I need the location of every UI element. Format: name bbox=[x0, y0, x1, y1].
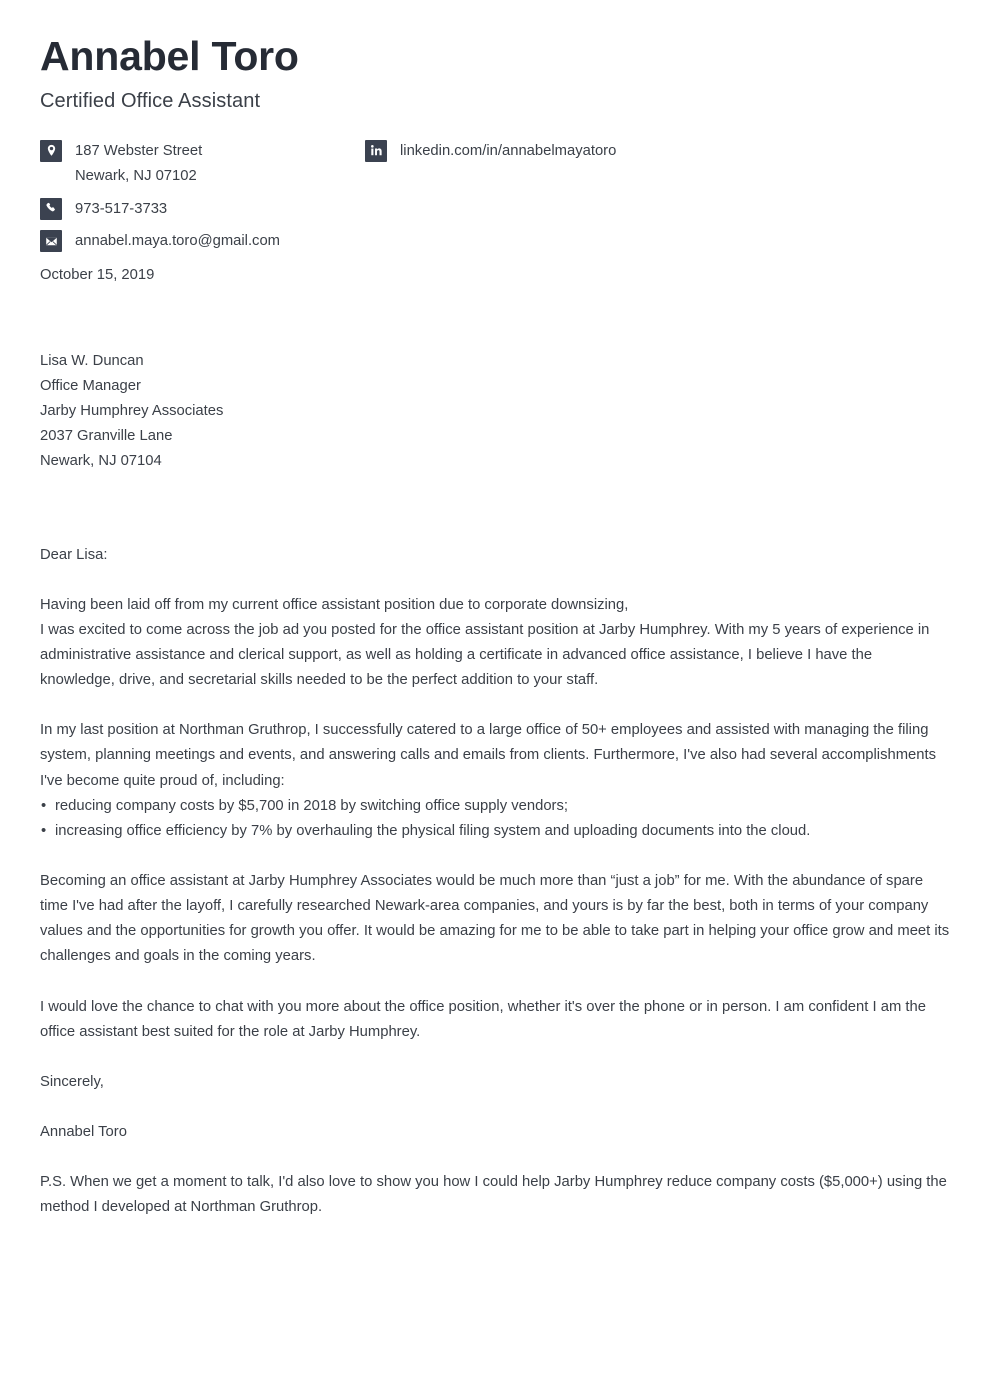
letter-date: October 15, 2019 bbox=[40, 266, 155, 283]
list-item: • reducing company costs by $5,700 in 2018 by switching office supply vendors; bbox=[40, 794, 950, 819]
recipient-company: Jarby Humphrey Associates bbox=[40, 403, 224, 420]
contact-linkedin-text: linkedin.com/in/annabelmayatoro bbox=[400, 142, 617, 159]
contact-information bbox=[40, 139, 950, 249]
letter-body bbox=[40, 543, 950, 1221]
recipient-city-state-zip: Newark, NJ 07104 bbox=[40, 453, 162, 470]
contact-phone-text: 973-517-3733 bbox=[75, 200, 168, 217]
salutation: Dear Lisa: bbox=[40, 546, 108, 563]
recipient-street: 2037 Granville Lane bbox=[40, 428, 173, 445]
contact-phone-row bbox=[40, 197, 360, 222]
accomplishments-list bbox=[40, 794, 950, 844]
contact-address-row bbox=[40, 139, 360, 190]
contact-address-text bbox=[62, 139, 202, 190]
recipient-title: Office Manager bbox=[40, 378, 141, 395]
paragraph-2: In my last position at Northman Gruthrop, I successfully catered to a large office of 50+ employees and assisted with managing the filing system, planning meetings and events, and answering calls and emails from clients. Furthermore, I've also had several accomplishments I've become quite proud of, including: bbox=[40, 722, 936, 789]
address-line-1: 187 Webster Street bbox=[75, 142, 203, 159]
applicant-job-title: Certified Office Assistant bbox=[40, 89, 261, 112]
contact-column-right bbox=[365, 139, 785, 171]
phone-icon bbox=[40, 198, 62, 220]
letter-header bbox=[40, 0, 950, 113]
signature-name: Annabel Toro bbox=[40, 1124, 127, 1140]
location-pin-icon bbox=[40, 140, 62, 162]
paragraph-1-body: I was excited to come across the job ad you posted for the office assistant position at Jarby Humphrey. With my 5 years of experience in administrative assistance and clerical support, as well as holding a certificate in advanced office assistance, I believe I have the knowledge, drive, and secretarial skills needed to be the perfect addition to your staff. bbox=[40, 621, 930, 689]
recipient-name: Lisa W. Duncan bbox=[40, 352, 144, 369]
closing-salutation: Sincerely, bbox=[40, 1073, 104, 1090]
applicant-name: Annabel Toro bbox=[40, 33, 299, 79]
linkedin-icon bbox=[365, 140, 387, 162]
contact-column-left bbox=[40, 139, 360, 262]
contact-email-row bbox=[40, 229, 360, 254]
postscript: P.S. When we get a moment to talk, I'd also love to show you how I could help Jarby Humphrey reduce company costs ($5,000+) using the method I developed at Northman Gruthrop. bbox=[40, 1174, 947, 1216]
contact-email-text: annabel.maya.toro@gmail.com bbox=[75, 233, 281, 250]
list-item: • increasing office efficiency by 7% by overhauling the physical filing system and uploading documents into the cloud. bbox=[40, 819, 950, 844]
contact-linkedin-row bbox=[365, 139, 785, 164]
recipient-address-block bbox=[40, 349, 950, 475]
paragraph-1-line-1: Having been laid off from my current office assistant position due to corporate downsizing, bbox=[40, 596, 629, 613]
paragraph-3: Becoming an office assistant at Jarby Humphrey Associates would be much more than “just a job” for me. With the abundance of spare time I've had after the layoff, I carefully researched Newark-area companies, and yours is by far the best, both in terms of your company values and the opportunities for growth you offer. It would be amazing for me to be able to take part in helping your office grow and meet its challenges and goals in the coming years. bbox=[40, 873, 950, 965]
paragraph-4: I would love the chance to chat with you more about the office position, whether it's over the phone or in person. I am confident I am the office assistant best suited for the role at Jarby Humphrey. bbox=[40, 998, 926, 1040]
envelope-icon bbox=[40, 230, 62, 252]
address-line-2: Newark, NJ 07102 bbox=[75, 168, 197, 185]
